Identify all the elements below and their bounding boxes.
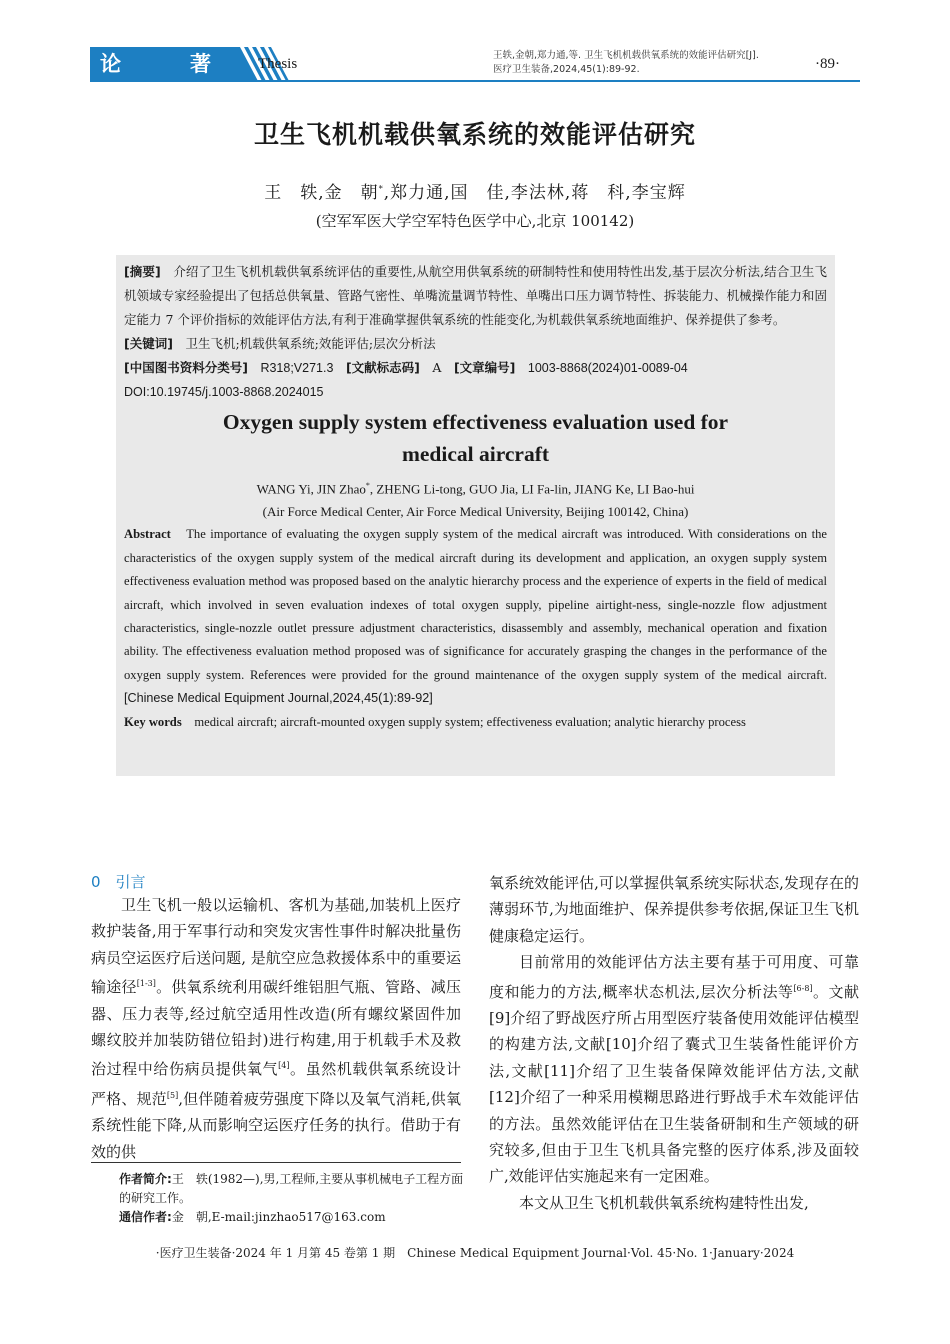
authors-part-2: ,郑力通,国 佳,李法林,蒋 科,李宝辉 — [383, 183, 686, 203]
body-text: 。供氧系统利用碳纤维铝胆气瓶、管路、减压器、压力表等,经过航空适用性改造(所有螺纹紧固件加螺纹胶并加装防错位铅封)进行构建,用于机载手术及救治过程中给伤病员提供氧气 — [91, 978, 461, 1079]
abstract-en-label: Abstract — [124, 527, 171, 542]
body-text: 。虽然机载供氧系统设计严格、规范 — [91, 1060, 461, 1108]
body-right-column — [489, 870, 859, 1216]
title-en-line-1: Oxygen supply system effectiveness evaluation used for — [222, 410, 729, 434]
keywords-en-text: medical aircraft; aircraft-mounted oxygen supply system; effectiveness evaluation; analytic hierarchy process — [194, 714, 746, 729]
abstract-box — [116, 255, 835, 776]
section-heading-intro: 0 引言 — [91, 873, 146, 891]
keywords-zh — [124, 332, 827, 356]
keywords-zh-text: 卫生飞机;机载供氧系统;效能评估;层次分析法 — [185, 336, 436, 351]
paper-title: 卫生飞机机载供氧系统的效能评估研究 — [253, 120, 696, 149]
footnote — [119, 1170, 464, 1227]
body-text: 卫生飞机一般以运输机、客机为基础,加装机上医疗救护装备,用于军事行动和突发灾害性事件时解决批量伤病员空运医疗后送问题, 是航空应急救援体系中的重要运输途径 — [91, 896, 461, 997]
footnote-rule — [91, 1162, 461, 1163]
corresponding-label: 通信作者: — [119, 1210, 172, 1224]
clc-value: R318;V271.3 — [260, 361, 334, 375]
corresponding-text: 金 朝,E-mail:jinzhao517@163.com — [171, 1210, 386, 1224]
doc-code-label: [文献标志码] — [345, 360, 420, 375]
citation-ref: [4] — [278, 1061, 290, 1071]
keywords-en-label: Key words — [124, 714, 182, 729]
body-text: ,但伴随着疲劳强度下降以及氧气消耗,供氧系统性能下降,从而影响空运医疗任务的执行。借助于有效的供 — [91, 1089, 461, 1161]
keywords-en — [124, 711, 827, 734]
authors-part-1: 王 轶,金 朝 — [264, 183, 379, 203]
abstract-en — [124, 523, 827, 710]
section-char-2: 著 — [190, 52, 213, 76]
body-text: 。文献[9]介绍了野战医疗所占用型医疗装备使用效能评估模型的构建方法,文献[10]介绍了囊式卫生装备性能评价方法,文献[11]介绍了卫生装备保障效能评估方法,文献[12]介绍了一种采用模糊思路进行野战手术车效能评估的方法。虽然效能评估在卫生装备研制和生产领域的研究较多,但由于卫生飞机具备完整的医疗体系,涉及面较广,效能评估实施起来有一定困难。 — [489, 982, 859, 1186]
author-bio-label: 作者简介: — [119, 1172, 172, 1186]
citation-ref: [5] — [166, 1090, 179, 1100]
clc-label: [中国图书资料分类号] — [124, 360, 248, 375]
section-char-1: 论 — [100, 52, 123, 76]
keywords-zh-label: [关键词] — [124, 336, 173, 351]
author-list-en — [124, 474, 827, 500]
abstract-zh — [124, 260, 827, 332]
article-number-label: [文章编号] — [453, 360, 516, 375]
body-left-column — [91, 872, 461, 1165]
abstract-zh-text: 介绍了卫生飞机机载供氧系统评估的重要性,从航空用供氧系统的研制特性和使用特性出发,基于层次分析法,结合卫生飞机领域专家经验提出了包括总供氧量、管路气密性、单嘴流量调节特性、单嘴出口压力调节特性、拆装能力、机械操作能力和固定能力 7 个评价指标的效能评估方法,有利于准确掌握供氧系统的性能变化,为机载供氧系统地面维护、保养提供了参考。 — [124, 264, 827, 327]
affiliation: (空军军医大学空军特色医学中心,北京 100142) — [315, 212, 635, 230]
abstract-zh-label: [摘要] — [124, 264, 161, 279]
author-list — [0, 178, 950, 203]
page-number: ·89· — [815, 56, 840, 72]
footnote-author — [119, 1170, 464, 1208]
title-en-line-2: medical aircraft — [401, 442, 550, 466]
page-footer: ·医疗卫生装备·2024 年 1 月第 45 卷第 1 期 Chinese Medical Equipment Journal·Vol. 45·No. 1·January·2024 — [155, 1246, 795, 1260]
citation-ref: [6-8] — [793, 983, 813, 993]
doi: DOI:10.19745/j.1003-8868.2024015 — [124, 385, 324, 399]
citation-line-2: 医疗卫生装备,2024,45(1):89-92. — [493, 64, 640, 75]
authors-en-part-2: , ZHENG Li-tong, GUO Jia, LI Fa-lin, JIANG Ke, LI Bao-hui — [369, 481, 695, 497]
corresponding-mark-en: * — [365, 481, 370, 490]
authors-en-part-1: WANG Yi, JIN Zhao — [256, 481, 366, 497]
footnote-corresponding — [119, 1208, 464, 1227]
author-bio-text: 王 轶(1982—),男,工程师,主要从事机械电子工程方面的研究工作。 — [119, 1172, 464, 1205]
body-paragraph-3 — [489, 949, 859, 1190]
body-text: 目前常用的效能评估方法主要有基于可用度、可靠度和能力的方法,概率状态机法,层次分析法等 — [489, 953, 859, 1001]
section-badge — [90, 47, 240, 81]
body-paragraph-4: 本文从卫生飞机机载供氧系统构建特性出发, — [519, 1193, 809, 1212]
abstract-en-citation: [Chinese Medical Equipment Journal,2024,45(1):89-92] — [124, 691, 433, 706]
corresponding-mark: * — [378, 184, 384, 194]
abstract-en-text: The importance of evaluating the oxygen supply system of the medical aircraft was introduced. With considerations on the characteristics of the oxygen supply system of the medical aircraft during its development and application, an oxygen supply system effectiveness evaluation method was proposed based on the analytic hierarchy process and the experience of experts in the field of medical aircraft, which involved in seven evaluation indexes of total oxygen supply, pipeline airtight-ness, single-nozzle flow adjustment characteristics, single-nozzle outlet pressure adjustment characteristics, disassembly and assembly, mechanical operation and fixation ability. The effectiveness evaluation method proposed was of significance for accurately grasping the changes in the performance of the oxygen supply system. References were provided for the ground maintenance of the oxygen supply system of the medical aircraft. — [124, 527, 827, 682]
doc-code-value: A — [432, 360, 442, 375]
citation-ref: [1-3] — [136, 979, 156, 989]
classification-line — [124, 356, 827, 380]
citation-line-1: 王轶,金朝,郑力通,等. 卫生飞机机载供氧系统的效能评估研究[J]. — [493, 50, 759, 61]
abstract-content — [124, 260, 827, 734]
citation-header — [493, 49, 823, 77]
article-number-value: 1003-8868(2024)01-0089-04 — [527, 361, 688, 375]
affiliation-en: (Air Force Medical Center, Air Force Medical University, Beijing 100142, China) — [262, 504, 689, 520]
header-rule — [90, 80, 860, 82]
paper-title-en — [124, 406, 827, 470]
body-paragraph-1 — [91, 892, 461, 1165]
section-label-en: Thesis — [258, 56, 298, 72]
body-paragraph-2: 氧系统效能评估,可以掌握供氧系统实际状态,发现存在的薄弱环节,为地面维护、保养提供参考依据,保证卫生飞机健康稳定运行。 — [489, 874, 859, 945]
